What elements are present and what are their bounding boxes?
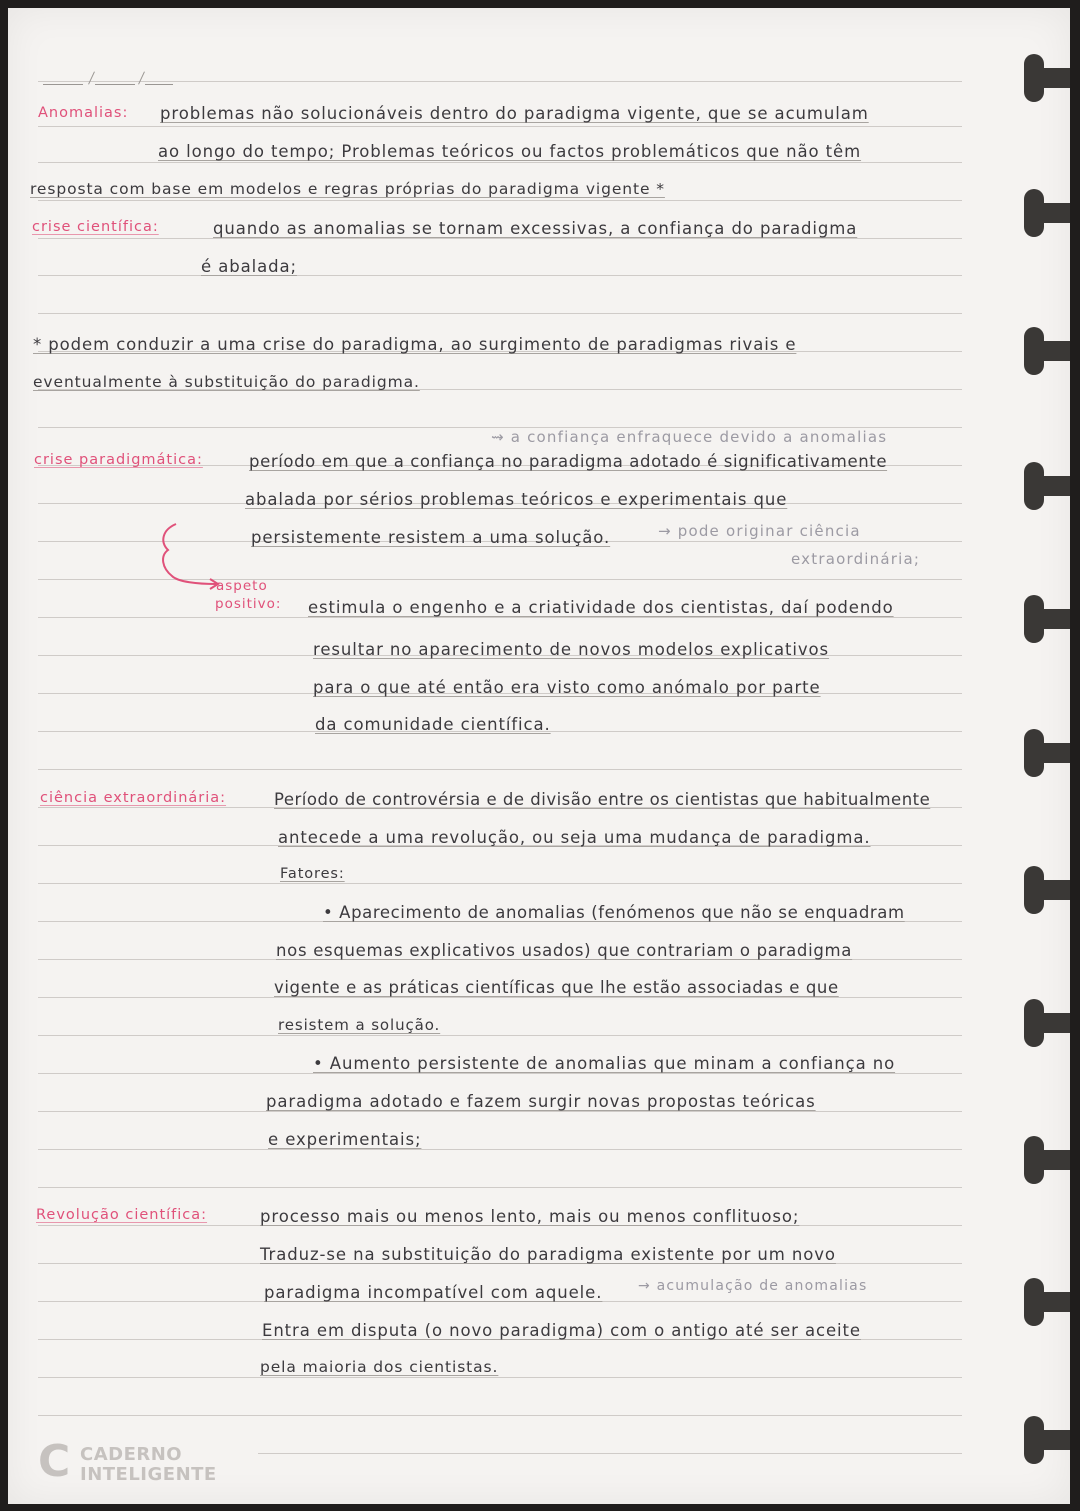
annotation-note: ⇝ a confiança enfraquece devido a anomalias bbox=[491, 428, 888, 446]
note-line: resultar no aparecimento de novos modelos explicativos bbox=[313, 640, 830, 659]
note-line: Traduz-se na substituição do paradigma existente por um novo bbox=[260, 1245, 836, 1264]
note-line: problemas não solucionáveis dentro do paradigma vigente, que se acumulam bbox=[160, 104, 869, 123]
term-revolucao-cientifica: Revolução científica: bbox=[36, 1207, 208, 1223]
note-line: * podem conduzir a uma crise do paradigma, ao surgimento de paradigmas rivais e bbox=[33, 335, 797, 354]
note-line: vigente e as práticas científicas que lhe estão associadas e que bbox=[274, 978, 839, 997]
binder-ring bbox=[1024, 476, 1070, 496]
date-field bbox=[43, 65, 173, 85]
note-line: Período de controvérsia e de divisão entre os cientistas que habitualmente bbox=[274, 790, 931, 809]
ruled-line bbox=[38, 238, 962, 239]
note-line: é abalada; bbox=[201, 257, 297, 276]
note-line: paradigma incompatível com aquele. bbox=[264, 1283, 603, 1302]
note-line: período em que a confiança no paradigma adotado é significativamente bbox=[249, 452, 888, 471]
ruled-line bbox=[38, 1187, 962, 1188]
note-line: da comunidade científica. bbox=[315, 715, 551, 734]
note-line: para o que até então era visto como anómalo por parte bbox=[313, 678, 821, 697]
term-ciencia-extraordinaria: ciência extraordinária: bbox=[40, 790, 227, 806]
logo-mark: C bbox=[38, 1436, 71, 1487]
note-line: • Aparecimento de anomalias (fenómenos que não se enquadram bbox=[323, 903, 905, 922]
binder-ring bbox=[1024, 341, 1070, 361]
ruled-line bbox=[38, 313, 962, 314]
binder-ring bbox=[1024, 1013, 1070, 1033]
binder-ring bbox=[1024, 1150, 1070, 1170]
note-line: e experimentais; bbox=[268, 1130, 422, 1149]
binder-ring bbox=[1024, 743, 1070, 763]
ruled-line bbox=[38, 275, 962, 276]
note-line: abalada por sérios problemas teóricos e experimentais que bbox=[245, 490, 788, 509]
note-line: Fatores: bbox=[280, 866, 345, 882]
term-anomalias: Anomalias: bbox=[38, 105, 129, 121]
ruled-line bbox=[38, 1377, 962, 1378]
annotation-note: extraordinária; bbox=[791, 550, 921, 568]
ruled-line bbox=[38, 997, 962, 998]
term-crise-cientifica: crise científica: bbox=[32, 219, 159, 235]
note-line: estimula o engenho e a criatividade dos cientistas, daí podendo bbox=[308, 598, 894, 617]
binder-ring bbox=[1024, 1430, 1070, 1450]
note-line: Entra em disputa (o novo paradigma) com o antigo até ser aceite bbox=[262, 1321, 861, 1340]
note-line: antecede a uma revolução, ou seja uma mudança de paradigma. bbox=[278, 828, 871, 847]
ruled-line bbox=[38, 1415, 962, 1416]
ruled-line bbox=[38, 769, 962, 770]
ruled-line bbox=[38, 1035, 962, 1036]
annotation-note: → pode originar ciência bbox=[658, 522, 861, 540]
ruled-line bbox=[38, 162, 962, 163]
logo-line-2: INTELIGENTE bbox=[80, 1464, 217, 1485]
note-line: persistemente resistem a uma solução. bbox=[251, 528, 611, 547]
ruled-line bbox=[38, 1149, 962, 1150]
note-line: processo mais ou menos lento, mais ou menos conflituoso; bbox=[260, 1207, 800, 1226]
note-line: pela maioria dos cientistas. bbox=[260, 1358, 499, 1376]
binder-ring bbox=[1024, 203, 1070, 223]
aspect-label: positivo: bbox=[215, 596, 282, 612]
notebook-page bbox=[8, 8, 1070, 1504]
ruled-line bbox=[38, 617, 962, 618]
note-line: quando as anomalias se tornam excessivas, a confiança do paradigma bbox=[213, 219, 858, 238]
ruled-line bbox=[38, 81, 962, 82]
note-line: • Aumento persistente de anomalias que minam a confiança no bbox=[313, 1054, 896, 1073]
binder-ring bbox=[1024, 68, 1070, 88]
ruled-line bbox=[38, 883, 962, 884]
ruled-line bbox=[38, 1111, 962, 1112]
ruled-line bbox=[38, 126, 962, 127]
logo-line-1: CADERNO bbox=[80, 1444, 183, 1465]
ruled-line bbox=[38, 200, 962, 201]
binder-ring bbox=[1024, 609, 1070, 629]
note-line: paradigma adotado e fazem surgir novas propostas teóricas bbox=[266, 1092, 816, 1111]
note-line: resposta com base em modelos e regras próprias do paradigma vigente * bbox=[30, 180, 665, 198]
note-line: nos esquemas explicativos usados) que contrariam o paradigma bbox=[276, 941, 853, 960]
binder-ring bbox=[1024, 1292, 1070, 1312]
ruled-line bbox=[258, 1453, 962, 1454]
note-line: resistem a solução. bbox=[278, 1016, 441, 1034]
term-crise-paradigmatica: crise paradigmática: bbox=[34, 452, 203, 468]
note-line: ao longo do tempo; Problemas teóricos ou factos problemáticos que não têm bbox=[158, 142, 862, 161]
note-line: eventualmente à substituição do paradigma. bbox=[33, 373, 420, 391]
annotation-note: → acumulação de anomalias bbox=[638, 1278, 868, 1294]
binder-ring bbox=[1024, 880, 1070, 900]
aspect-label: aspeto bbox=[216, 578, 268, 594]
ruled-line bbox=[38, 1073, 962, 1074]
